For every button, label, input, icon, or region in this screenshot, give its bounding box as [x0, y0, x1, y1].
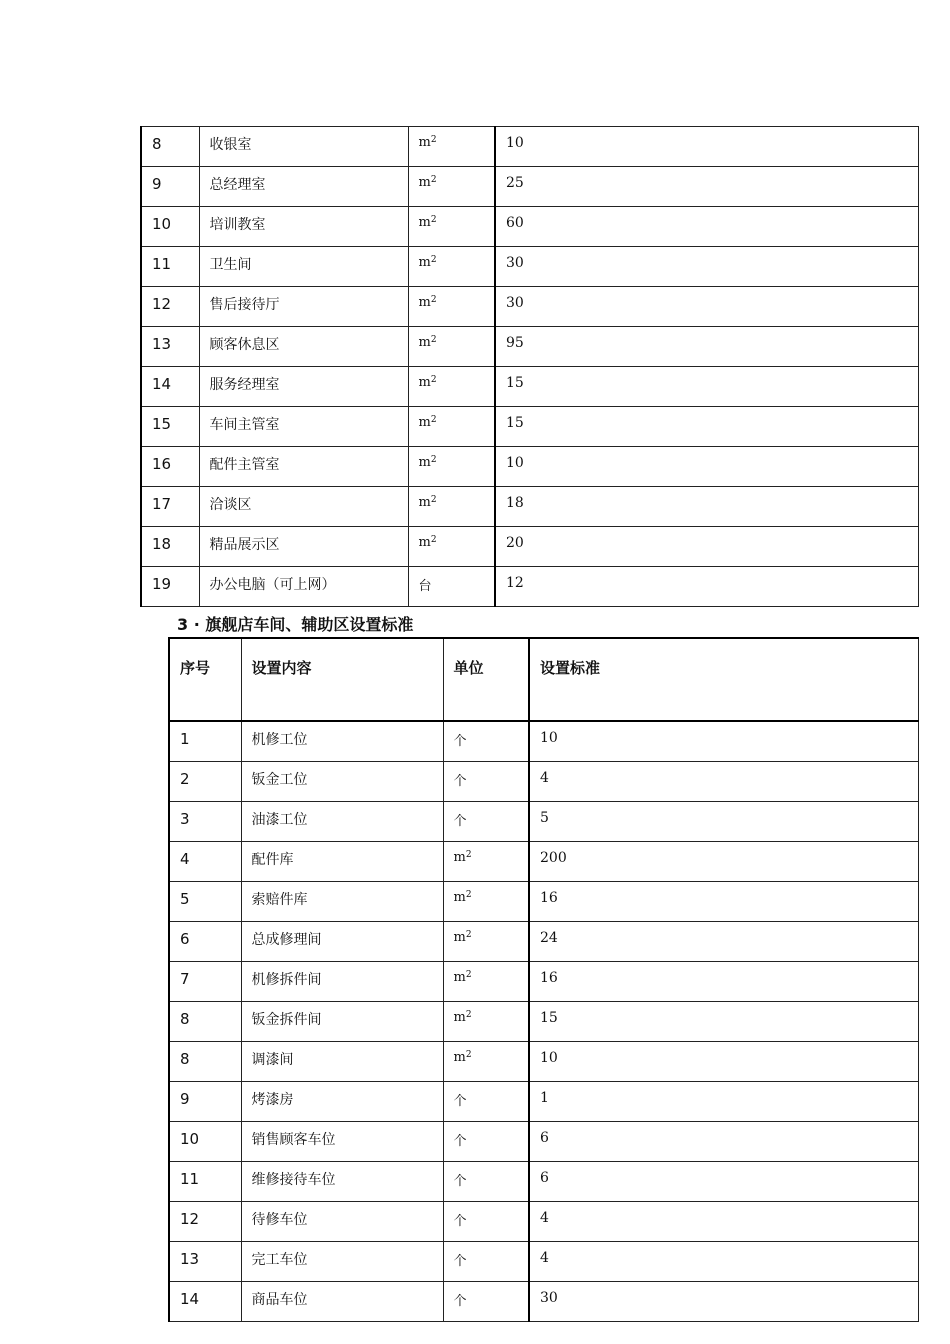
unit-text: m	[453, 929, 466, 945]
unit-superscript: 2	[430, 295, 437, 305]
row-number: 10	[141, 207, 199, 247]
row-number: 18	[141, 527, 199, 567]
row-number: 10	[169, 1121, 241, 1161]
row-unit	[408, 407, 495, 447]
row-number: 19	[141, 567, 199, 607]
row-number: 8	[169, 1001, 241, 1041]
row-value: 4	[529, 761, 918, 801]
row-number: 5	[169, 881, 241, 921]
row-name: 调漆间	[241, 1041, 443, 1081]
row-unit	[408, 447, 495, 487]
row-value: 95	[495, 327, 918, 367]
row-number: 7	[169, 961, 241, 1001]
row-value: 20	[495, 527, 918, 567]
unit-text: 个	[453, 773, 467, 789]
row-value: 15	[495, 367, 918, 407]
table-row	[141, 487, 918, 527]
row-name: 待修车位	[241, 1201, 443, 1241]
table-row	[169, 1241, 918, 1281]
row-name: 卫生间	[199, 247, 408, 287]
row-name: 完工车位	[241, 1241, 443, 1281]
table-row	[169, 961, 918, 1001]
row-value: 25	[495, 167, 918, 207]
row-number: 17	[141, 487, 199, 527]
row-value: 10	[495, 127, 918, 167]
showroom-facilities-table	[140, 126, 919, 607]
table-row	[169, 1041, 918, 1081]
unit-text: 台	[418, 579, 432, 594]
row-unit	[408, 487, 495, 527]
row-value: 1	[529, 1081, 918, 1121]
row-name: 油漆工位	[241, 801, 443, 841]
table-row	[141, 127, 918, 167]
row-number: 3	[169, 801, 241, 841]
row-unit	[443, 761, 529, 801]
unit-superscript: 2	[465, 849, 472, 860]
table-row	[169, 841, 918, 881]
unit-text: 个	[453, 1133, 467, 1149]
row-number: 14	[141, 367, 199, 407]
unit-superscript: 2	[430, 455, 437, 465]
row-number: 13	[169, 1241, 241, 1281]
unit-text: m	[418, 335, 431, 350]
row-name: 办公电脑（可上网）	[199, 567, 408, 607]
row-number: 2	[169, 761, 241, 801]
row-value: 10	[529, 721, 918, 761]
workshop-standards-table	[168, 637, 919, 1322]
row-value: 24	[529, 921, 918, 961]
row-unit	[443, 1081, 529, 1121]
row-name: 索赔件库	[241, 881, 443, 921]
unit-text: m	[453, 1049, 466, 1065]
row-value: 60	[495, 207, 918, 247]
row-name: 顾客休息区	[199, 327, 408, 367]
row-name: 维修接待车位	[241, 1161, 443, 1201]
table-header-row	[169, 638, 918, 721]
unit-superscript: 2	[430, 255, 437, 265]
row-unit	[443, 1281, 529, 1321]
row-unit	[443, 881, 529, 921]
table-row	[141, 527, 918, 567]
row-name: 烤漆房	[241, 1081, 443, 1121]
row-name: 销售顾客车位	[241, 1121, 443, 1161]
row-unit	[443, 1121, 529, 1161]
unit-text: 个	[453, 1173, 467, 1189]
unit-text: m	[418, 415, 431, 430]
row-unit	[408, 327, 495, 367]
table-row	[169, 1281, 918, 1321]
table-row	[141, 447, 918, 487]
row-number: 8	[141, 127, 199, 167]
header-standard: 设置标准	[529, 638, 918, 721]
header-unit: 单位	[443, 638, 529, 721]
unit-text: m	[418, 455, 431, 470]
row-name: 服务经理室	[199, 367, 408, 407]
row-number: 9	[169, 1081, 241, 1121]
table-row	[169, 881, 918, 921]
row-unit	[443, 1001, 529, 1041]
row-number: 16	[141, 447, 199, 487]
row-unit	[443, 1041, 529, 1081]
unit-superscript: 2	[430, 415, 437, 425]
unit-superscript: 2	[430, 535, 437, 545]
row-value: 15	[495, 407, 918, 447]
row-number: 15	[141, 407, 199, 447]
unit-superscript: 2	[430, 495, 437, 505]
table-row	[141, 247, 918, 287]
row-name: 钣金工位	[241, 761, 443, 801]
row-unit	[408, 287, 495, 327]
row-value: 4	[529, 1201, 918, 1241]
row-value: 30	[495, 247, 918, 287]
row-value: 16	[529, 961, 918, 1001]
unit-text: m	[418, 135, 431, 150]
table-row	[169, 761, 918, 801]
unit-text: m	[453, 849, 466, 865]
header-content: 设置内容	[241, 638, 443, 721]
unit-text: m	[418, 255, 431, 270]
table-row	[169, 721, 918, 761]
row-value: 200	[529, 841, 918, 881]
row-unit	[408, 247, 495, 287]
row-value: 18	[495, 487, 918, 527]
table-row	[169, 1001, 918, 1041]
row-value: 15	[529, 1001, 918, 1041]
unit-text: m	[418, 175, 431, 190]
table-row	[169, 801, 918, 841]
unit-text: m	[453, 889, 466, 905]
unit-superscript: 2	[430, 135, 437, 145]
unit-text: m	[453, 1009, 466, 1025]
table-row	[169, 1081, 918, 1121]
row-number: 11	[169, 1161, 241, 1201]
row-number: 11	[141, 247, 199, 287]
section-title: 3 · 旗舰店车间、辅助区设置标准	[177, 615, 414, 634]
unit-superscript: 2	[465, 969, 472, 980]
row-value: 5	[529, 801, 918, 841]
row-number: 4	[169, 841, 241, 881]
table-row	[141, 407, 918, 447]
unit-superscript: 2	[465, 889, 472, 900]
row-unit	[443, 1201, 529, 1241]
row-value: 4	[529, 1241, 918, 1281]
row-name: 收银室	[199, 127, 408, 167]
table-row	[141, 327, 918, 367]
row-unit	[443, 841, 529, 881]
unit-text: m	[453, 969, 466, 985]
row-name: 机修拆件间	[241, 961, 443, 1001]
unit-superscript: 2	[465, 1009, 472, 1020]
unit-superscript: 2	[430, 375, 437, 385]
table-row	[141, 207, 918, 247]
header-no: 序号	[169, 638, 241, 721]
row-name: 配件库	[241, 841, 443, 881]
unit-superscript: 2	[465, 929, 472, 940]
unit-text: 个	[453, 1253, 467, 1269]
unit-text: 个	[453, 734, 467, 749]
row-name: 配件主管室	[199, 447, 408, 487]
row-unit	[408, 207, 495, 247]
table-row	[169, 1121, 918, 1161]
table-row	[141, 167, 918, 207]
row-name: 机修工位	[241, 721, 443, 761]
row-unit	[408, 367, 495, 407]
row-name: 培训教室	[199, 207, 408, 247]
row-name: 商品车位	[241, 1281, 443, 1321]
row-unit	[408, 567, 495, 607]
unit-superscript: 2	[430, 175, 437, 185]
table-row	[169, 1161, 918, 1201]
row-value: 30	[495, 287, 918, 327]
unit-text: 个	[453, 1293, 467, 1309]
row-number: 9	[141, 167, 199, 207]
table-row	[141, 287, 918, 327]
row-value: 16	[529, 881, 918, 921]
unit-text: 个	[453, 1213, 467, 1229]
row-name: 钣金拆件间	[241, 1001, 443, 1041]
unit-text: m	[418, 295, 431, 310]
row-name: 精品展示区	[199, 527, 408, 567]
row-unit	[443, 1161, 529, 1201]
row-value: 12	[495, 567, 918, 607]
table-row	[141, 567, 918, 607]
row-number: 6	[169, 921, 241, 961]
unit-text: m	[418, 375, 431, 390]
row-number: 1	[169, 721, 241, 761]
row-value: 10	[495, 447, 918, 487]
table-row	[169, 921, 918, 961]
row-value: 6	[529, 1161, 918, 1201]
table-row	[141, 367, 918, 407]
unit-superscript: 2	[465, 1049, 472, 1060]
row-name: 总成修理间	[241, 921, 443, 961]
row-unit	[443, 961, 529, 1001]
row-number: 12	[141, 287, 199, 327]
row-value: 30	[529, 1281, 918, 1321]
row-unit	[443, 721, 529, 761]
row-number: 14	[169, 1281, 241, 1321]
unit-text: m	[418, 535, 431, 550]
row-value: 6	[529, 1121, 918, 1161]
row-value: 10	[529, 1041, 918, 1081]
row-name: 总经理室	[199, 167, 408, 207]
row-unit	[408, 127, 495, 167]
row-unit	[443, 801, 529, 841]
row-unit	[408, 167, 495, 207]
row-name: 售后接待厅	[199, 287, 408, 327]
row-number: 8	[169, 1041, 241, 1081]
unit-superscript: 2	[430, 335, 437, 345]
row-number: 12	[169, 1201, 241, 1241]
row-unit	[443, 1241, 529, 1281]
row-unit	[408, 527, 495, 567]
table-row	[169, 1201, 918, 1241]
row-name: 车间主管室	[199, 407, 408, 447]
unit-text: m	[418, 495, 431, 510]
unit-text: 个	[453, 813, 467, 829]
row-unit	[443, 921, 529, 961]
row-name: 洽谈区	[199, 487, 408, 527]
unit-text: m	[418, 215, 431, 230]
unit-text: 个	[453, 1093, 467, 1109]
row-number: 13	[141, 327, 199, 367]
unit-superscript: 2	[430, 215, 437, 225]
